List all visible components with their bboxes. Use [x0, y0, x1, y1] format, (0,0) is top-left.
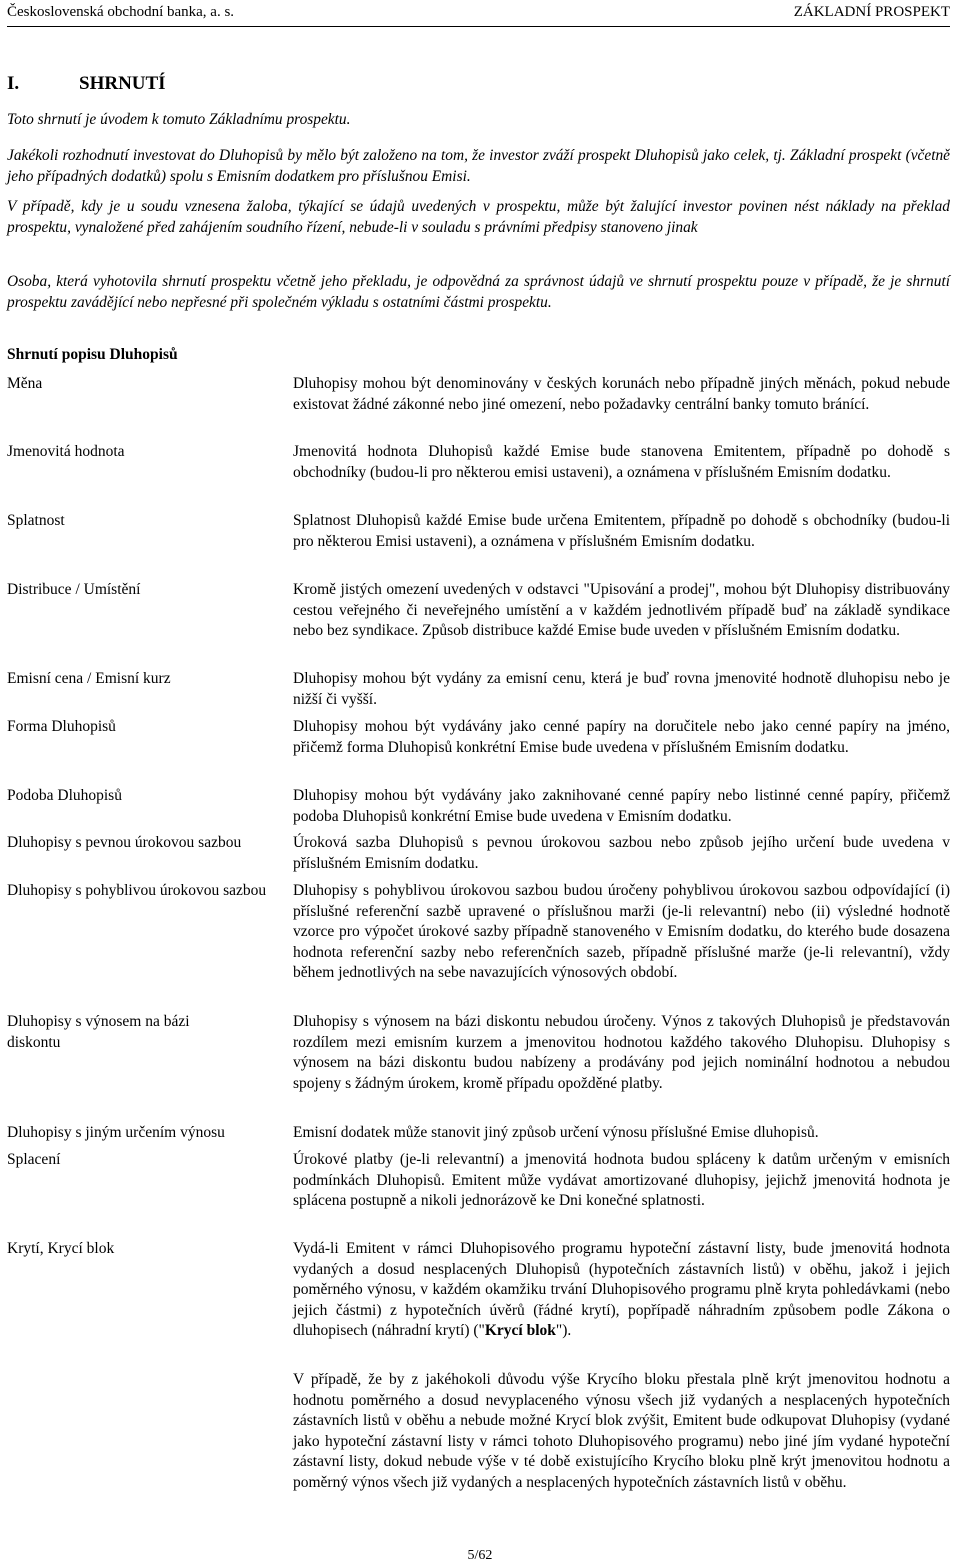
row-label-other-yield: Dluhopisy s jiným určením výnosu — [7, 1124, 225, 1141]
cover-pool-text-start: Vydá-li Emitent v rámci Dluhopisového programu hypoteční zástavní listy, bude jmenovitá hodnota vydaných a dosud nesplacených Dluhopisů (hypotečních zástavních listů) v oběhu, jakož i jejich poměrného výnosu, v každém okamžiku trvání Dluhopisového programu plně kryta pohledávkami (nebo jejich částmi) z hypotečních úvěrů (řádné krytí), popřípadě náhradním způsobem podle Zákona o dluhopisech (náhradní krytí) (" — [293, 1240, 950, 1339]
row-label-issue-price: Emisní cena / Emisní kurz — [7, 670, 171, 687]
intro-paragraph-2: Jakékoli rozhodnutí investovat do Dluhopisů by mělo být založeno na tom, že investor zváží prospekt Dluhopisů jako celek, tj. Základní prospekt (včetně jeho případných dodatků) spolu s Emisním dodatkem pro příslušnou Emisi. — [7, 147, 950, 185]
row-text-fixed-rate: Úroková sazba Dluhopisů s pevnou úrokovou sazbou nebo způsob jejího určení bude uvedena v příslušném Emisním dodatku. — [293, 834, 950, 872]
section-number: I. — [7, 73, 20, 94]
row-label-maturity: Splatnost — [7, 512, 65, 529]
row-text-nominal-value: Jmenovitá hodnota Dluhopisů každé Emise bude stanovena Emitentem, případně po dohodě s obchodníky (budou-li pro některou emisi ustaveni), a oznámena v příslušném Emisním dodatku. — [293, 443, 950, 481]
row-text-bond-type: Dluhopisy mohou být vydávány jako zaknihované cenné papíry nebo listinné cenné papíry, přičemž podoba Dluhopisů konkrétní Emise bude uvedena v Emisním dodatku. — [293, 787, 950, 825]
row-text-other-yield: Emisní dodatek může stanovit jiný způsob určení výnosu příslušné Emise dluhopisů. — [293, 1124, 819, 1141]
row-label-currency: Měna — [7, 375, 43, 392]
cover-pool-defined-term: Krycí blok — [484, 1322, 556, 1339]
row-text-cover-pool-2: V případě, že by z jakéhokoli důvodu výše Krycího bloku přestala plně krýt jmenovitou hodnotu a hodnotu poměrného a dosud nevyplaceného výnosu všech již vydaných a nesplacených hypotečních zástavních listů v oběhu a nebude možné Krycí blok zvýšit, Emitent bude odkupovat Dluhopisy (vydané jako hypoteční zástavní listy v rámci tohoto Dluhopisového programu) nebo jiné jím vydané hypoteční zástavní listy, dokud nebude výše v té době existujícího Krycího bloku plně krýt jmenovitou hodnotu a poměrný výnos všech již vydaných a nesplacených hypotečních zástavních listů v oběhu. — [293, 1371, 950, 1491]
summary-heading: Shrnutí popisu Dluhopisů — [7, 346, 178, 363]
page-header — [7, 0, 950, 27]
row-text-bond-form: Dluhopisy mohou být vydávány jako cenné papíry na doručitele nebo jako cenné papíry na jméno, přičemž forma Dluhopisů konkrétní Emise bude uvedena v příslušném Emisním dodatku. — [293, 718, 950, 756]
page-number: 5/62 — [467, 1548, 493, 1563]
row-text-distribution: Kromě jistých omezení uvedených v odstavci "Upisování a prodej", mohou být Dluhopisy distribuovány cestou veřejného či neveřejného umístění a v každém jednotlivém případě buď na základě syndikace nebo bez syndikace. Způsob distribuce každé Emise bude uveden v příslušném Emisním dodatku. — [293, 581, 950, 639]
intro-paragraph-4: Osoba, která vyhotovila shrnutí prospektu včetně jeho překladu, je odpovědná za správnost údajů ve shrnutí prospektu pouze v případě, že je shrnutí prospektu zavádějící nebo nepřesné při společném výkladu s ostatními částmi prospektu. — [7, 273, 950, 311]
section-heading — [7, 73, 166, 95]
cover-pool-text-end: "). — [555, 1322, 572, 1339]
row-label-discount: Dluhopisy s výnosem na bázi diskontu — [7, 1013, 190, 1051]
row-text-currency: Dluhopisy mohou být denominovány v českých korunách nebo případně jiných měnách, pokud nebude existovat žádné zákonné nebo jiné omezení, nebo požadavky centrální banky tomuto bránící. — [293, 375, 950, 413]
row-label-fixed-rate: Dluhopisy s pevnou úrokovou sazbou — [7, 834, 242, 851]
row-label-repayment: Splacení — [7, 1151, 61, 1168]
intro-paragraph-3: V případě, kdy je u soudu vznesena žaloba, týkající se údajů uvedených v prospektu, může být žalující investor povinen nést náklady na překlad prospektu, vynaložené před zahájením soudního řízení, nebude-li v souladu s právními předpisy stanoveno jinak — [7, 198, 950, 236]
header-doc-title: ZÁKLADNÍ PROSPEKT — [793, 4, 950, 20]
row-text-discount: Dluhopisy s výnosem na bázi diskontu nebudou úročeny. Výnos z takových Dluhopisů je představován rozdílem mezi emisním kurzem a jmenovitou hodnotou každého takového Dluhopisu. Dluhopisy s výnosem na bázi diskontu budou nabízeny a prodávány pod jejich nominální hodnotou a nebudou spojeny s žádným úrokem, kromě případu opožděné platby. — [293, 1013, 950, 1092]
row-label-nominal-value: Jmenovitá hodnota — [7, 443, 125, 460]
row-label-distribution: Distribuce / Umístění — [7, 581, 141, 598]
header-company: Československá obchodní banka, a. s. — [7, 4, 235, 20]
row-text-floating-rate: Dluhopisy s pohyblivou úrokovou sazbou budou úročeny pohyblivou úrokovou sazbou odpovídající (i) příslušné referenční sazbě upravené o příslušnou marži (je-li relevantní) nebo (ii) výsledné hodnotě vzorce pro výpočet úrokové sazby případně stanoveného v Emisním dodatku, do kterého bude dosazena hodnota referenční sazby nebo referenčních sazeb, případně příslušné marže (je-li relevantní), vždy během jednotlivých na sebe navazujících výnosových období. — [293, 882, 950, 981]
row-text-cover-pool — [293, 1239, 950, 1342]
row-label-bond-type: Podoba Dluhopisů — [7, 787, 122, 804]
row-label-floating-rate: Dluhopisy s pohyblivou úrokovou sazbou — [7, 882, 267, 899]
row-text-issue-price: Dluhopisy mohou být vydány za emisní cenu, která je buď rovna jmenovité hodnotě dluhopisu nebo je nižší či vyšší. — [293, 670, 950, 708]
section-title: SHRNUTÍ — [79, 73, 166, 94]
row-label-bond-form: Forma Dluhopisů — [7, 718, 116, 735]
row-label-cover-pool: Krytí, Krycí blok — [7, 1240, 115, 1257]
intro-paragraph-1: Toto shrnutí je úvodem k tomuto Základnímu prospektu. — [7, 111, 351, 128]
row-text-repayment: Úrokové platby (je-li relevantní) a jmenovitá hodnota budou spláceny k datům určeným v emisních podmínkách Dluhopisů. Emitent může vydávat amortizované dluhopisy, jejichž jmenovitá hodnota je splácena postupně a nikoli jednorázově ke Dni konečné splatnosti. — [293, 1151, 950, 1209]
row-text-maturity: Splatnost Dluhopisů každé Emise bude určena Emitentem, případně po dohodě s obchodníky (budou-li pro některou Emisi ustaveni), a oznámena v příslušném Emisním dodatku. — [293, 512, 950, 550]
